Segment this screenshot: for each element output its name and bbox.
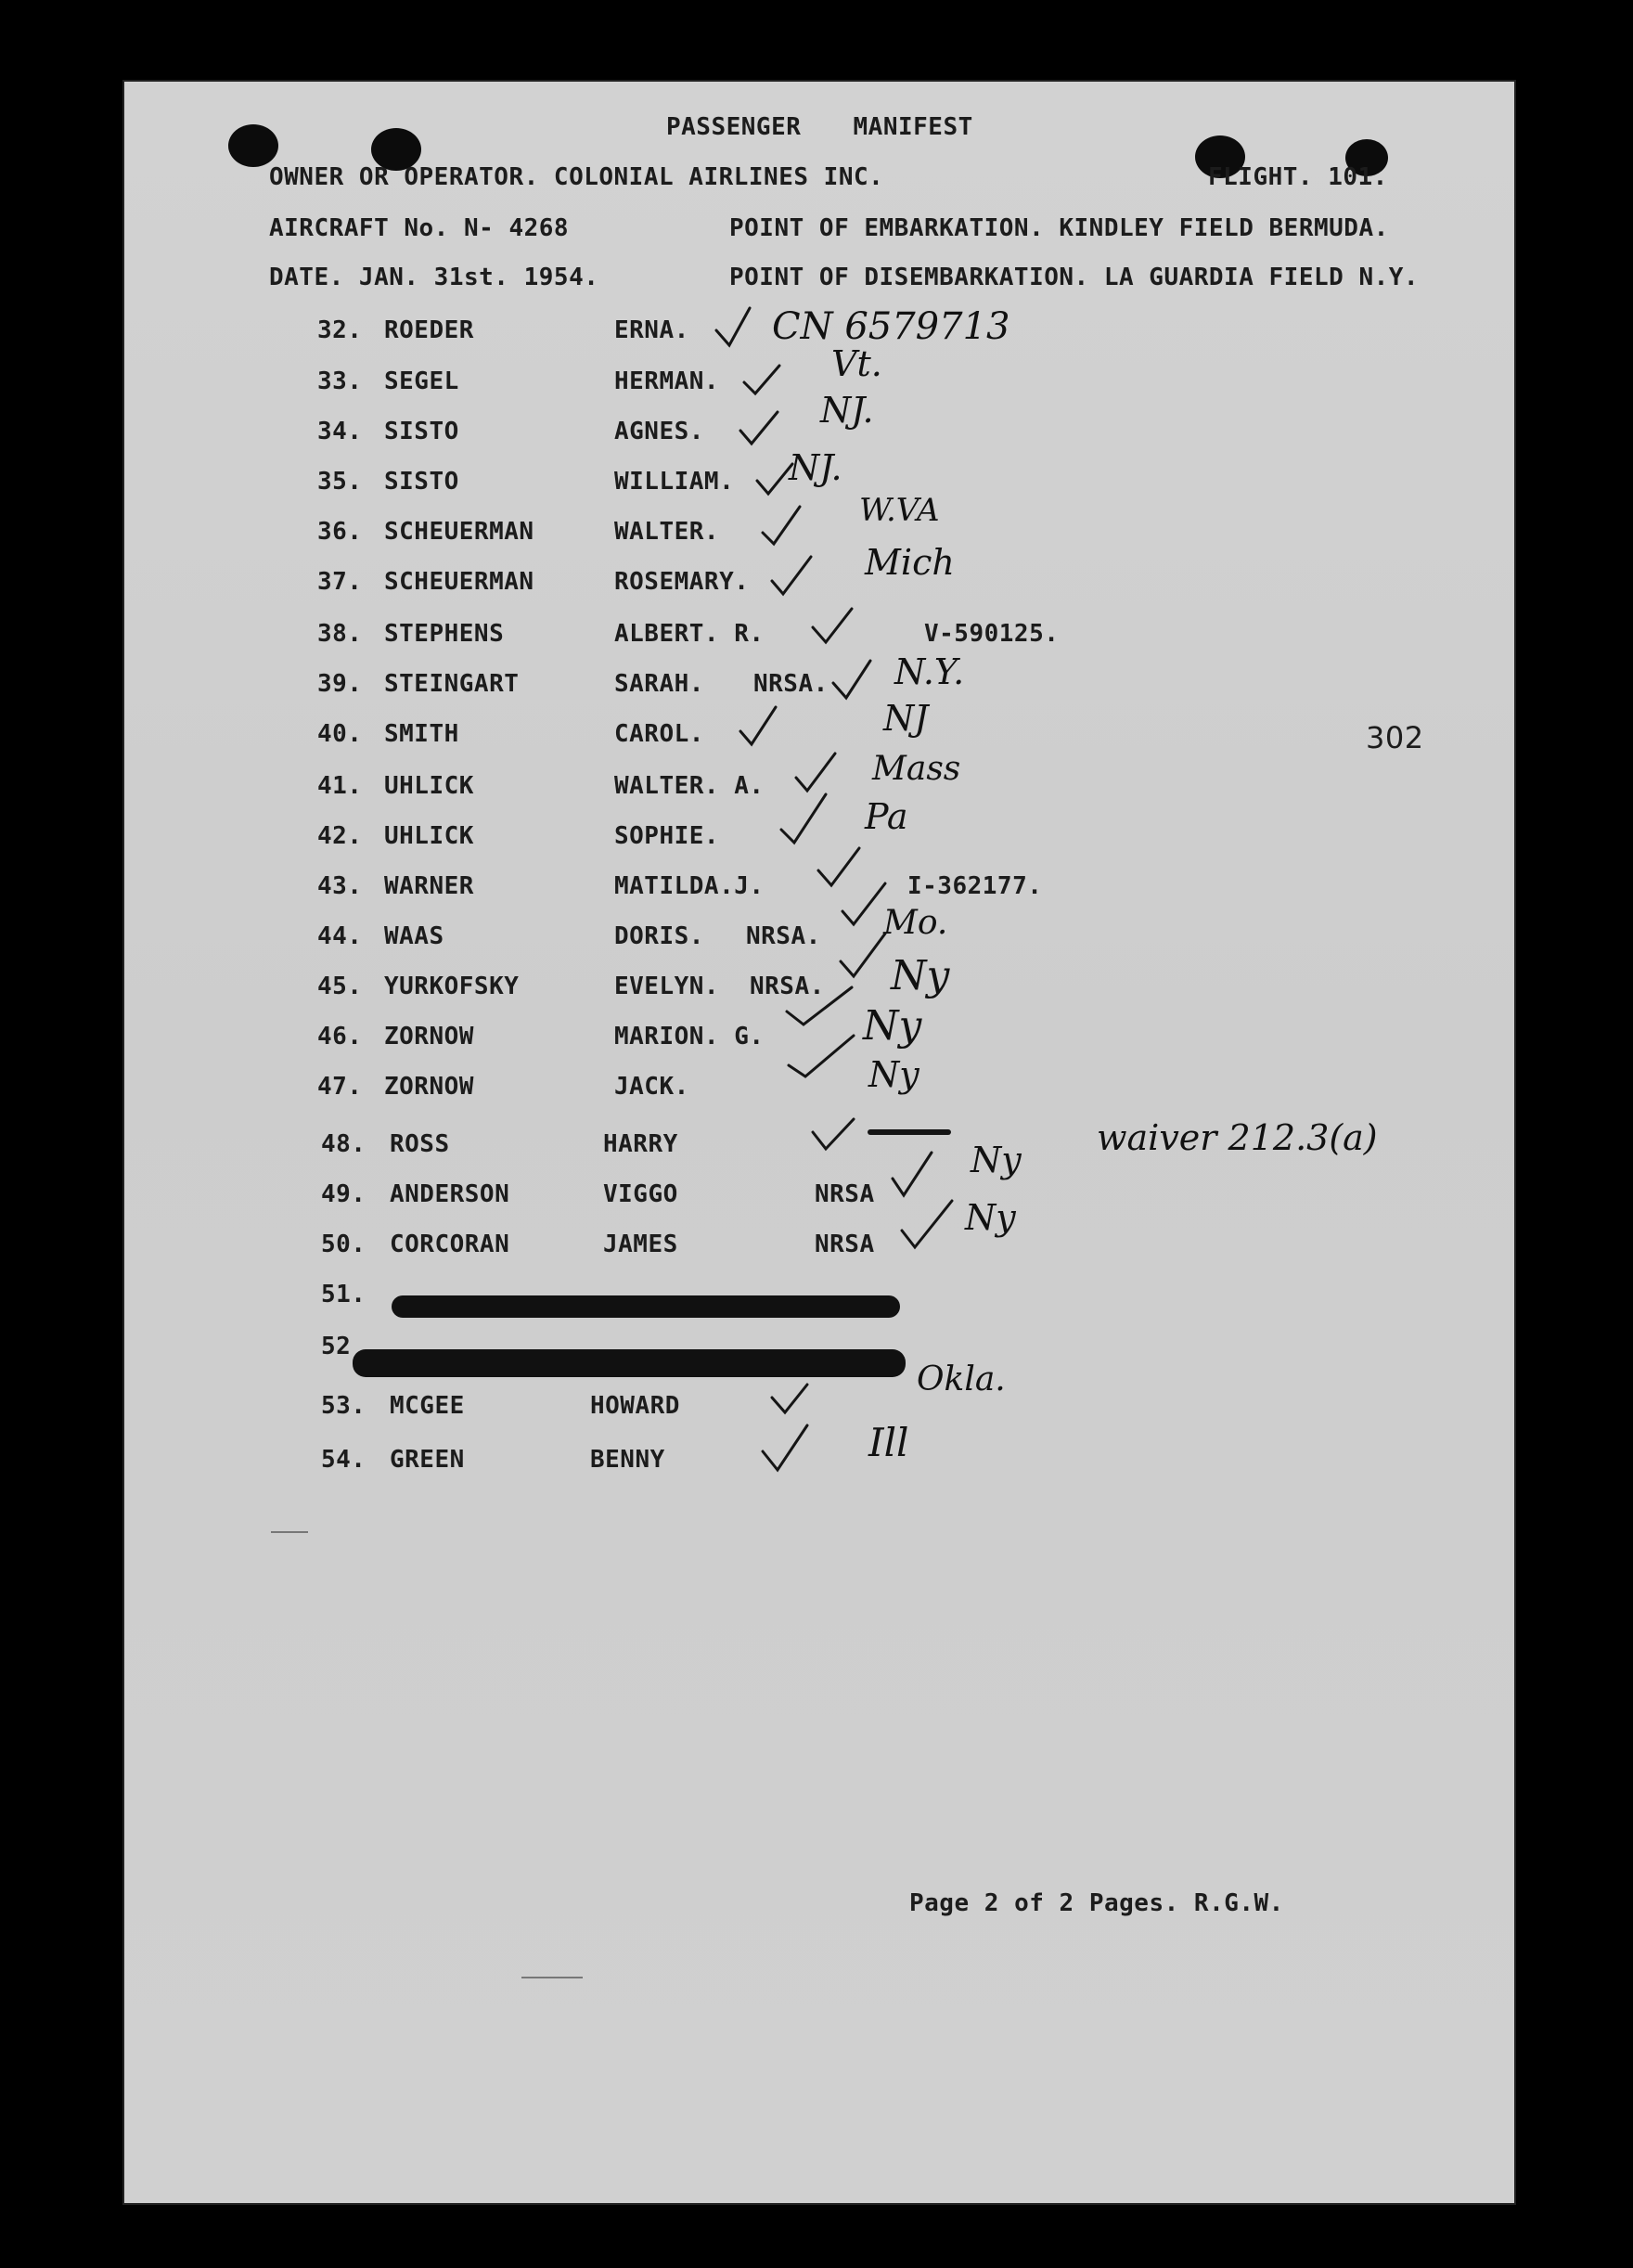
- passenger-number: 37.: [317, 568, 363, 596]
- checkmarks: [122, 80, 1516, 2205]
- handwritten-annotation: CN 6579713: [772, 305, 1010, 348]
- passenger-first-name: HERMAN.: [614, 367, 720, 395]
- handwritten-annotation: Mo.: [883, 904, 948, 942]
- passenger-note: NRSA.: [750, 973, 825, 1000]
- handwritten-annotation: NJ.: [820, 390, 874, 431]
- handwritten-annotation: Mich: [865, 542, 955, 583]
- passenger-last-name: ROEDER: [384, 316, 474, 344]
- passenger-number: 35.: [317, 468, 363, 496]
- passenger-last-name: UHLICK: [384, 772, 474, 800]
- passenger-first-name: JACK.: [614, 1073, 689, 1101]
- handwritten-annotation: Ny: [965, 1197, 1016, 1238]
- passenger-note: NRSA.: [753, 670, 829, 698]
- passenger-last-name: WAAS: [384, 922, 444, 950]
- handwritten-annotation: Okla.: [917, 1360, 1006, 1398]
- passenger-last-name: STEINGART: [384, 670, 520, 698]
- passenger-last-name: MCGEE: [390, 1392, 465, 1420]
- handwritten-annotation: Ill: [868, 1420, 909, 1465]
- passenger-number: 43.: [317, 872, 363, 900]
- passenger-number: 49.: [321, 1180, 366, 1208]
- passenger-number: 47.: [317, 1073, 363, 1101]
- handwritten-annotation: Ny: [891, 952, 950, 999]
- passenger-first-name: SOPHIE.: [614, 822, 720, 850]
- passenger-note: NRSA: [815, 1180, 875, 1208]
- owner-operator: OWNER OR OPERATOR. COLONIAL AIRLINES INC.: [269, 163, 884, 191]
- passenger-number: 42.: [317, 822, 363, 850]
- passenger-number: 36.: [317, 518, 363, 546]
- handwritten-annotation: Vt.: [831, 343, 882, 384]
- passenger-first-name: WALTER. A.: [614, 772, 765, 800]
- handwritten-annotation: Ny: [863, 1002, 922, 1050]
- passenger-number: 50.: [321, 1231, 366, 1258]
- passenger-first-name: JAMES: [603, 1231, 678, 1258]
- page-stamp-number: 302: [1366, 720, 1424, 755]
- passenger-first-name: BENNY: [590, 1446, 665, 1474]
- handwritten-annotation: Mass: [872, 750, 961, 788]
- passenger-last-name: ZORNOW: [384, 1073, 474, 1101]
- passenger-first-name: ROSEMARY.: [614, 568, 750, 596]
- passenger-last-name: UHLICK: [384, 822, 474, 850]
- passenger-first-name: ALBERT. R.: [614, 620, 765, 648]
- passenger-note: V-590125.: [924, 620, 1060, 648]
- passenger-number: 52: [321, 1333, 352, 1360]
- passenger-last-name: ROSS: [390, 1130, 450, 1158]
- handwritten-annotation: NJ.: [789, 447, 842, 488]
- point-of-disembarkation: POINT OF DISEMBARKATION. LA GUARDIA FIELD N.Y.: [729, 264, 1420, 291]
- handwritten-annotation: Ny: [868, 1054, 919, 1095]
- passenger-last-name: ANDERSON: [390, 1180, 510, 1208]
- passenger-last-name: SISTO: [384, 418, 459, 445]
- passenger-number: 53.: [321, 1392, 366, 1420]
- passenger-last-name: SEGEL: [384, 367, 459, 395]
- passenger-first-name: DORIS.: [614, 922, 704, 950]
- passenger-last-name: SCHEUERMAN: [384, 568, 534, 596]
- passenger-first-name: ERNA.: [614, 316, 689, 344]
- passenger-first-name: MATILDA.J.: [614, 872, 765, 900]
- passenger-number: 54.: [321, 1446, 366, 1474]
- passenger-number: 40.: [317, 720, 363, 748]
- passenger-number: 48.: [321, 1130, 366, 1158]
- passenger-note: NRSA.: [746, 922, 821, 950]
- passenger-first-name: MARION. G.: [614, 1023, 765, 1050]
- passenger-first-name: VIGGO: [603, 1180, 678, 1208]
- passenger-number: 45.: [317, 973, 363, 1000]
- point-of-embarkation: POINT OF EMBARKATION. KINDLEY FIELD BERMUDA.: [729, 214, 1389, 242]
- passenger-last-name: YURKOFSKY: [384, 973, 520, 1000]
- page-title: PASSENGER MANIFEST: [666, 113, 973, 141]
- passenger-first-name: AGNES.: [614, 418, 704, 445]
- passenger-first-name: CAROL.: [614, 720, 704, 748]
- divider: [521, 1977, 583, 1978]
- aircraft-number: AIRCRAFT No. N- 4268: [269, 214, 570, 242]
- handwritten-annotation: waiver 212.3(a): [1097, 1117, 1378, 1158]
- passenger-first-name: HOWARD: [590, 1392, 680, 1420]
- handwritten-annotation: NJ: [883, 698, 929, 739]
- passenger-last-name: SMITH: [384, 720, 459, 748]
- passenger-number: 34.: [317, 418, 363, 445]
- passenger-last-name: SISTO: [384, 468, 459, 496]
- passenger-first-name: SARAH.: [614, 670, 704, 698]
- handwritten-annotation: N.Y.: [894, 651, 965, 692]
- divider: [271, 1531, 308, 1533]
- passenger-last-name: ZORNOW: [384, 1023, 474, 1050]
- passenger-number: 33.: [317, 367, 363, 395]
- passenger-number: 38.: [317, 620, 363, 648]
- manifest-date: DATE. JAN. 31st. 1954.: [269, 264, 599, 291]
- passenger-last-name: STEPHENS: [384, 620, 505, 648]
- passenger-last-name: SCHEUERMAN: [384, 518, 534, 546]
- passenger-first-name: WALTER.: [614, 518, 720, 546]
- passenger-number: 44.: [317, 922, 363, 950]
- manifest-page: [122, 80, 1516, 2205]
- flight-number: FLIGHT. 101.: [1208, 163, 1388, 191]
- passenger-number: 41.: [317, 772, 363, 800]
- passenger-note: I-362177.: [907, 872, 1043, 900]
- passenger-first-name: EVELYN.: [614, 973, 720, 1000]
- passenger-last-name: WARNER: [384, 872, 474, 900]
- passenger-note: NRSA: [815, 1231, 875, 1258]
- passenger-last-name: CORCORAN: [390, 1231, 510, 1258]
- handwritten-annotation: Pa: [865, 796, 908, 837]
- handwritten-annotation: W.VA: [859, 492, 940, 529]
- handwritten-annotation: Ny: [971, 1140, 1022, 1180]
- passenger-number: 51.: [321, 1281, 366, 1308]
- passenger-number: 32.: [317, 316, 363, 344]
- passenger-last-name: GREEN: [390, 1446, 465, 1474]
- passenger-number: 46.: [317, 1023, 363, 1050]
- page-footer: Page 2 of 2 Pages. R.G.W.: [909, 1889, 1284, 1917]
- passenger-first-name: HARRY: [603, 1130, 678, 1158]
- passenger-number: 39.: [317, 670, 363, 698]
- passenger-first-name: WILLIAM.: [614, 468, 735, 496]
